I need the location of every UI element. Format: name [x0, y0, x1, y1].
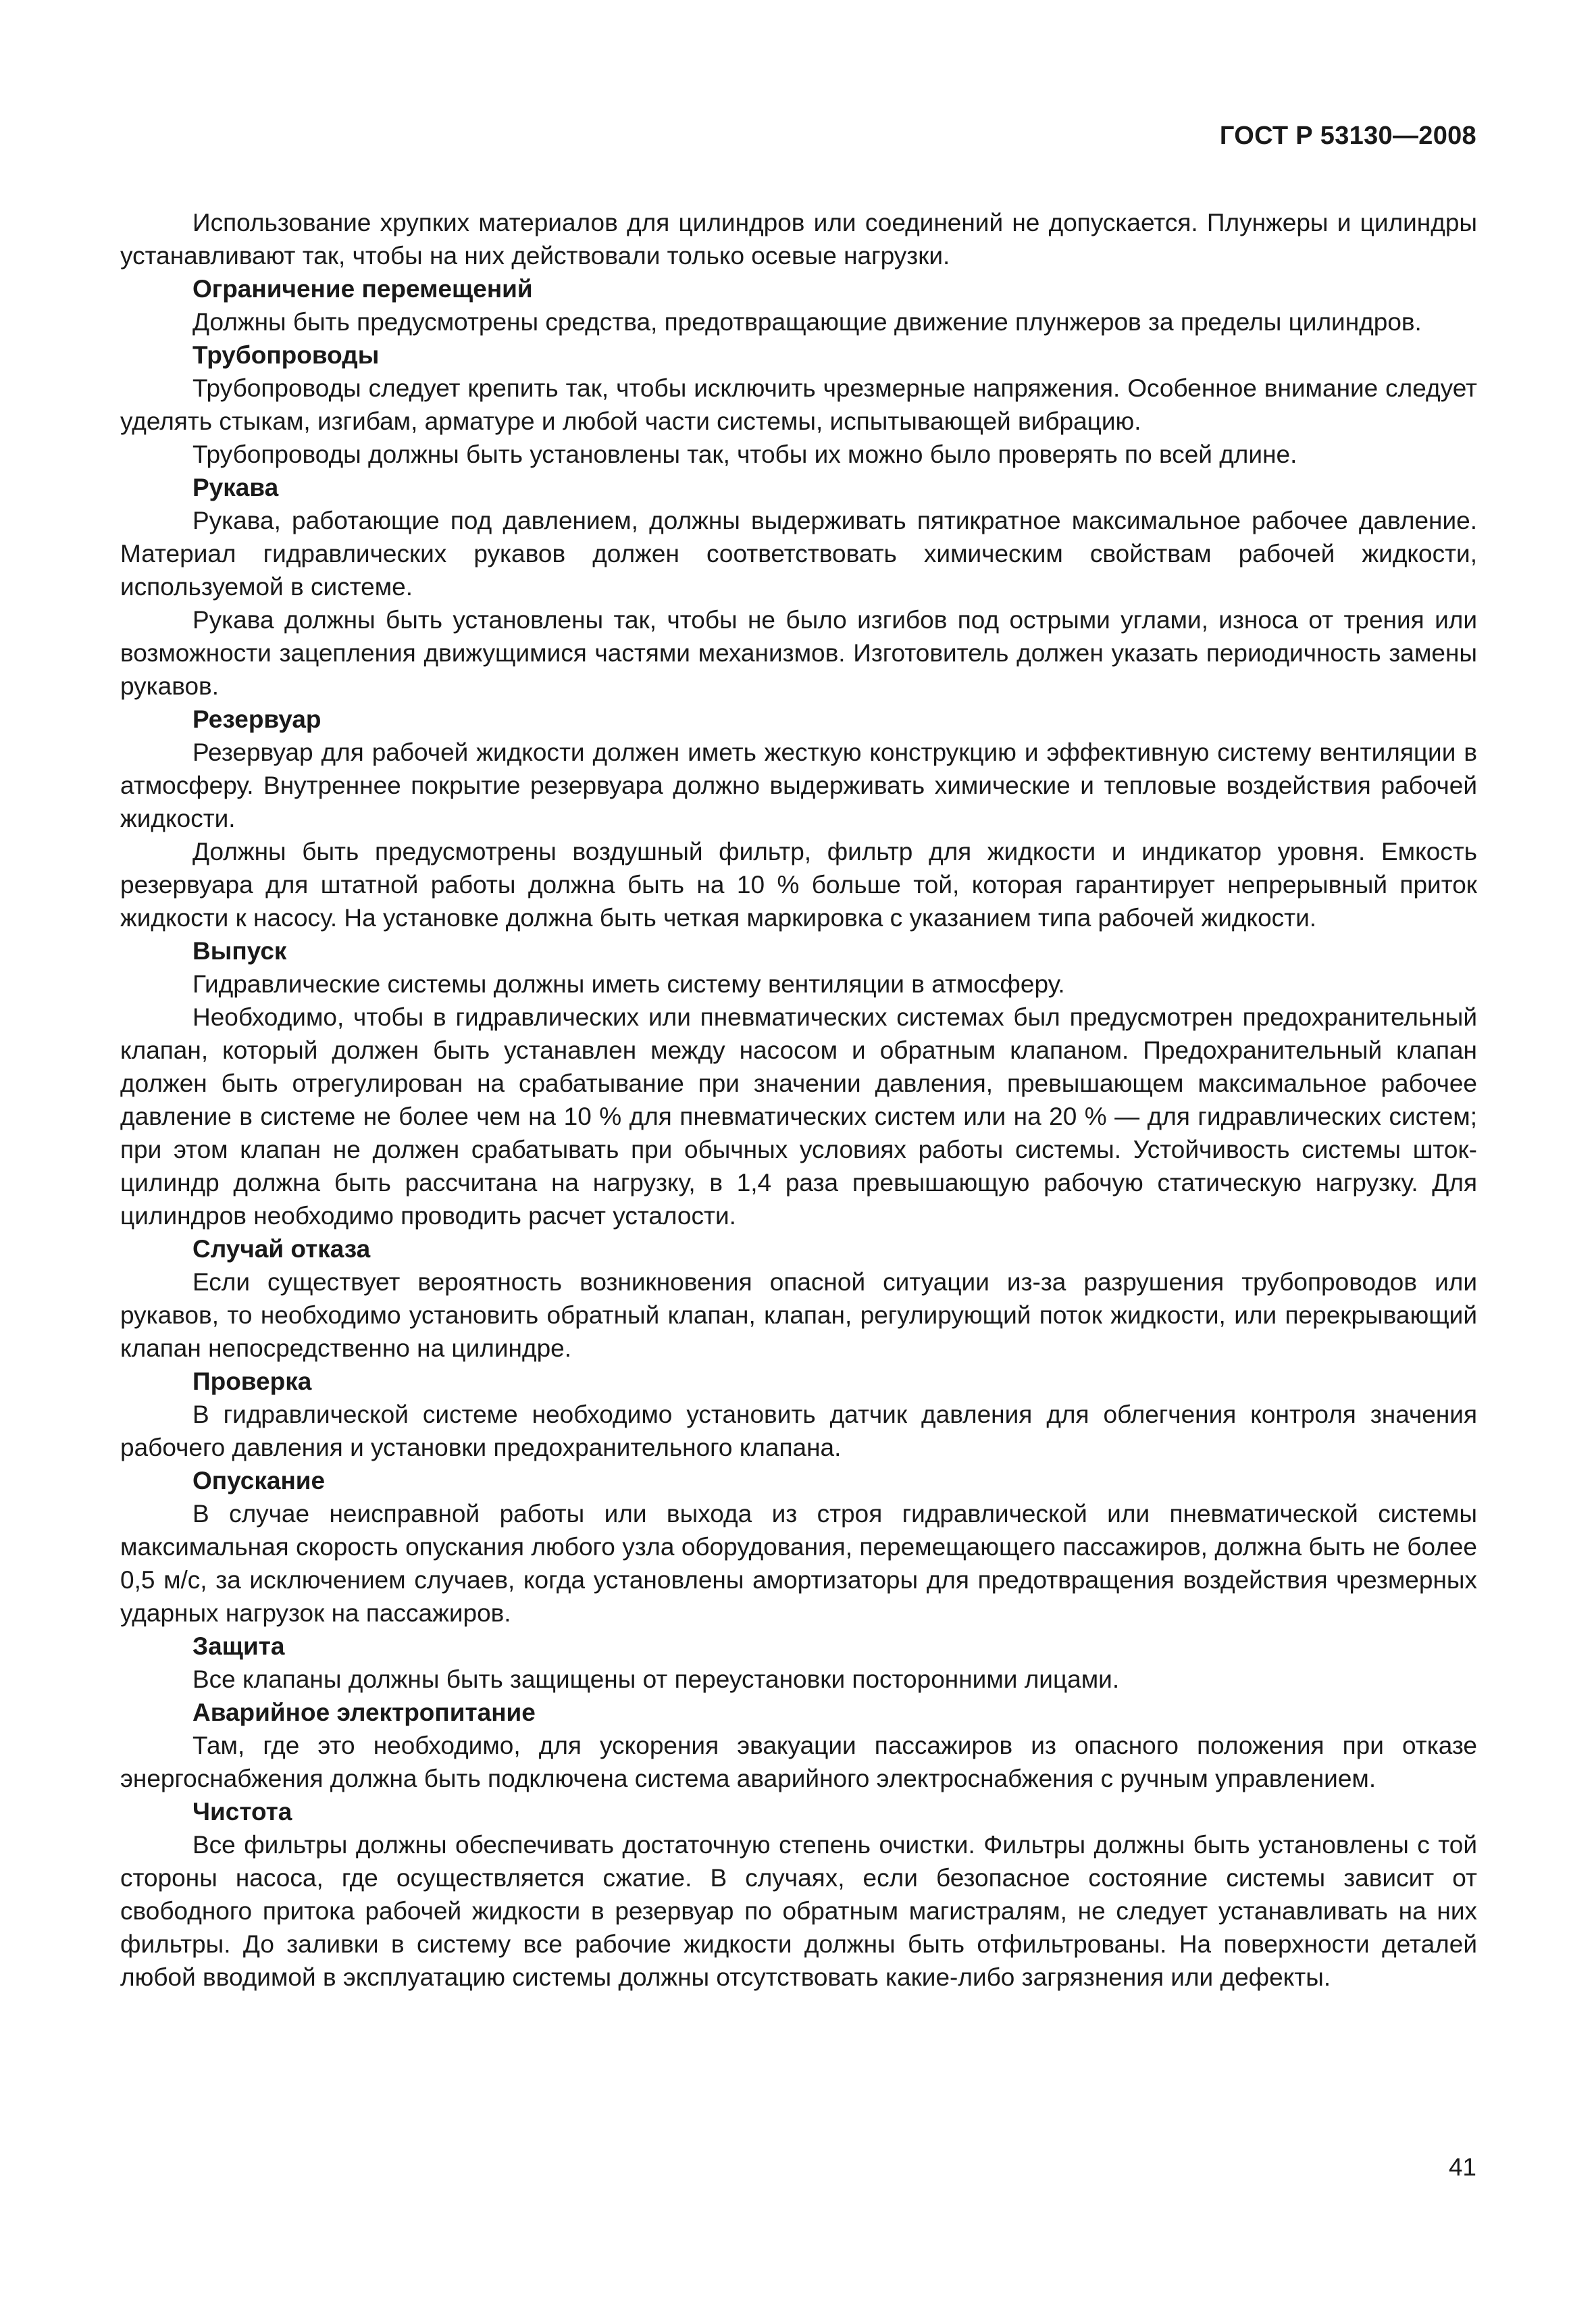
paragraph: Все клапаны должны быть защищены от переустановки посторонними лицами. — [192, 1665, 1120, 1693]
section-heading: Выпуск — [192, 937, 287, 965]
paragraph: В случае неисправной работы или выхода из строя гидравлической или пневматической системы максимальная скорость опускания любого узла оборудования, перемещающего пассажиров, должна быть не более 0,5 м/с, за исключением случаев, когда установлены амортизаторы для предотвращения воздействия чрезмерных ударных нагрузок на пассажиров. — [120, 1500, 1477, 1627]
section-heading: Чистота — [192, 1798, 292, 1826]
section-heading: Рукава — [192, 474, 279, 501]
paragraph: Резервуар для рабочей жидкости должен иметь жесткую конструкцию и эффективную систему вентиляции в атмосферу. Внутреннее покрытие резервуара должно выдерживать химические и тепловые воздействия рабочей жидкости. — [120, 738, 1477, 832]
paragraph: Трубопроводы должны быть установлены так, чтобы их можно было проверять по всей длине. — [192, 441, 1297, 468]
paragraph: Трубопроводы следует крепить так, чтобы исключить чрезмерные напряжения. Особенное внимание следует уделять стыкам, изгибам, арматуре и любой части системы, испытывающей вибрацию. — [120, 374, 1477, 435]
paragraph: Необходимо, чтобы в гидравлических или пневматических системах был предусмотрен предохранительный клапан, который должен быть устанавлен между насосом и обратным клапаном. Предохранительный клапан должен быть отрегулирован на срабатывание при значении давления, превышающем максимальное рабочее давление в системе не более чем на 10 % для пневматических систем или на 20 % — для гидравлических систем; при этом клапан не должен срабатывать при обычных условиях работы системы. Устойчивость системы шток-цилиндр должна быть рассчитана на нагрузку, в 1,4 раза превышающую рабочую статическую нагрузку. Для цилиндров необходимо проводить расчет усталости. — [120, 1003, 1477, 1230]
paragraph: Там, где это необходимо, для ускорения эвакуации пассажиров из опасного положения при отказе энергоснабжения должна быть подключена система аварийного электроснабжения с ручным управлением. — [120, 1732, 1477, 1792]
section-heading: Ограничение перемещений — [192, 275, 533, 303]
section-heading: Опускание — [192, 1467, 326, 1494]
section-heading: Защита — [192, 1632, 285, 1660]
paragraph: Рукава, работающие под давлением, должны выдерживать пятикратное максимальное рабочее давление. Материал гидравлических рукавов должен соответствовать химическим свойствам рабочей жидкости, используемой в системе. — [120, 507, 1477, 601]
section-heading: Случай отказа — [192, 1235, 371, 1263]
document-body — [120, 206, 1477, 1994]
paragraph: Все фильтры должны обеспечивать достаточную степень очистки. Фильтры должны быть установлены с той стороны насоса, где осуществляется сжатие. В случаях, если безопасное состояние системы зависит от свободного притока рабочей жидкости в резервуар по обратным магистралям, не следует устанавливать на них фильтры. До заливки в систему все рабочие жидкости должны быть отфильтрованы. На поверхности деталей любой вводимой в эксплуатацию системы должны отсутствовать какие-либо загрязнения или дефекты. — [120, 1831, 1477, 1991]
page-number: 41 — [1448, 2153, 1476, 2181]
paragraph: Рукава должны быть установлены так, чтобы не было изгибов под острыми углами, износа от трения или возможности зацепления движущимися частями механизмов. Изготовитель должен указать периодичность замены рукавов. — [120, 606, 1477, 700]
section-heading: Трубопроводы — [192, 341, 380, 369]
paragraph: Использование хрупких материалов для цилиндров или соединений не допускается. Плунжеры и цилиндры устанавливают так, чтобы на них действовали только осевые нагрузки. — [120, 209, 1477, 270]
paragraph: Если существует вероятность возникновения опасной ситуации из-за разрушения трубопроводов или рукавов, то необходимо установить обратный клапан, клапан, регулирующий поток жидкости, или перекрывающий клапан непосредственно на цилиндре. — [120, 1268, 1477, 1362]
section-heading: Аварийное электропитание — [192, 1699, 536, 1726]
paragraph: Должны быть предусмотрены воздушный фильтр, фильтр для жидкости и индикатор уровня. Емкость резервуара для штатной работы должна быть на 10 % больше той, которая гарантирует непрерывный приток жидкости к насосу. На установке должна быть четкая маркировка с указанием типа рабочей жидкости. — [120, 838, 1477, 932]
paragraph: В гидравлической системе необходимо установить датчик давления для облегчения контроля значения рабочего давления и установки предохранительного клапана. — [120, 1401, 1477, 1461]
paragraph: Должны быть предусмотрены средства, предотвращающие движение плунжеров за пределы цилиндров. — [192, 308, 1422, 336]
section-heading: Проверка — [192, 1367, 312, 1395]
paragraph: Гидравлические системы должны иметь систему вентиляции в атмосферу. — [192, 970, 1065, 998]
section-heading: Резервуар — [192, 705, 321, 733]
document-code: ГОСТ Р 53130—2008 — [1219, 122, 1476, 150]
